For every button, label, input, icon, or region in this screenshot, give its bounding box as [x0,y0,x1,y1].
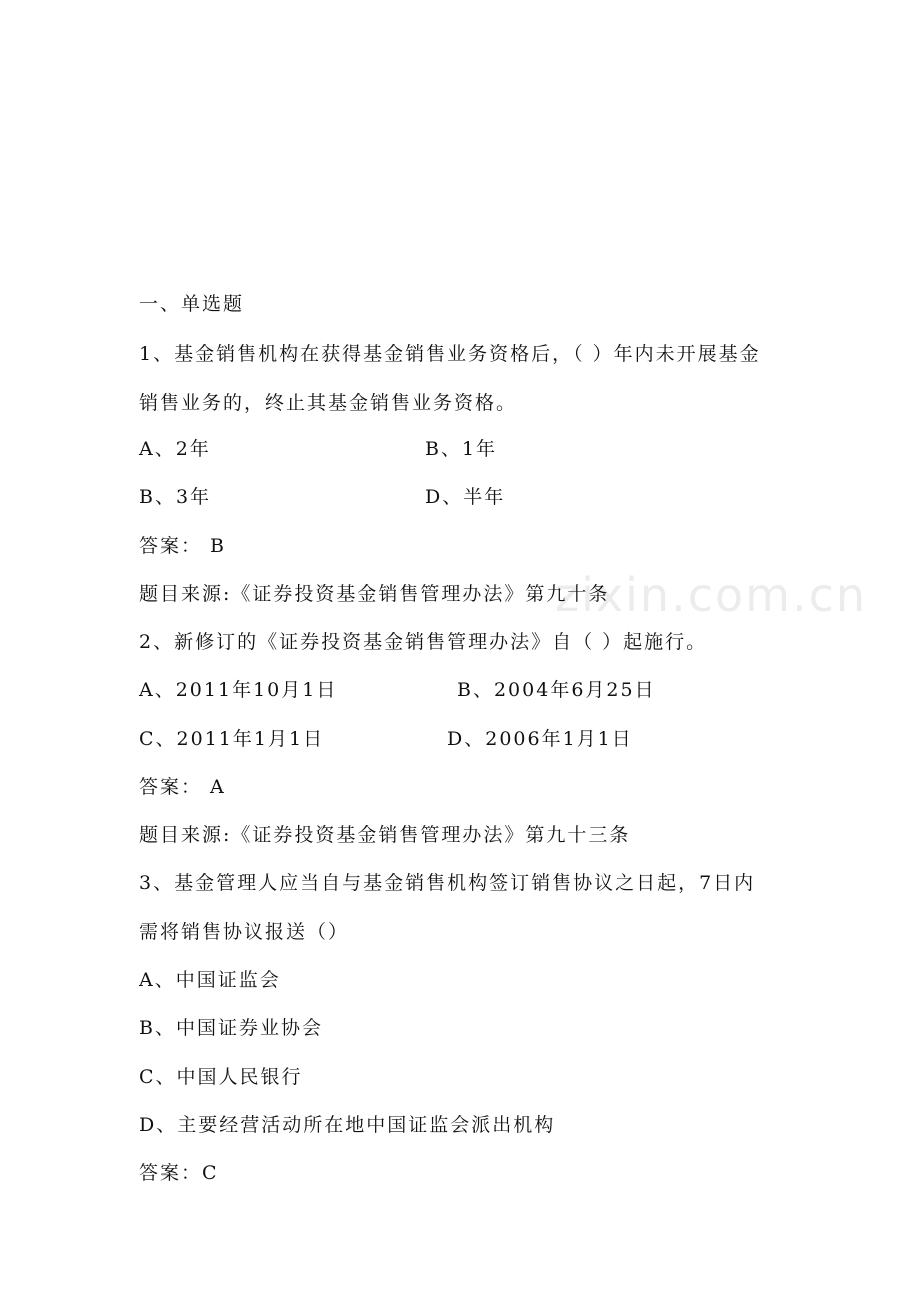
question-1-option-a: A、2年 [139,438,211,460]
question-3-stem-line-1: 3、基金管理人应当自与基金销售机构签订销售协议之日起，7日内 [139,872,756,894]
section-title: 一、单选题 [139,293,245,315]
question-3-option-d: D、主要经营活动所在地中国证监会派出机构 [139,1114,556,1136]
question-2-source: 题目来源:《证券投资基金销售管理办法》第九十三条 [139,824,631,846]
question-2-option-d: D、2006年1月1日 [447,728,633,750]
question-1-stem-line-1: 1、基金销售机构在获得基金销售业务资格后，（ ）年内未开展基金 [139,343,761,365]
question-1-source: 题目来源:《证券投资基金销售管理办法》第九十条 [139,583,610,605]
question-3-option-c: C、中国人民银行 [139,1066,303,1088]
question-1-option-d: D、半年 [425,486,506,508]
question-1-answer: 答案： B [139,535,227,557]
watermark: zixin.com.cn [555,568,868,622]
question-2-option-a: A、2011年10月1日 [139,679,338,701]
question-1-stem-line-2: 销售业务的，终止其基金销售业务资格。 [139,392,518,414]
question-2-answer: 答案： A [139,776,226,798]
question-2-stem-line-1: 2、新修订的《证券投资基金销售管理办法》自（ ）起施行。 [139,631,708,653]
question-3-answer: 答案：C [139,1162,219,1184]
question-2-option-b: B、2004年6月25日 [457,679,656,701]
question-1-option-c: B、3年 [139,486,212,508]
question-3-stem-line-2: 需将销售协议报送（） [139,921,350,943]
question-3-option-a: A、中国证监会 [139,969,281,991]
question-2-option-c: C、2011年1月1日 [139,728,325,750]
question-1-option-b: B、1年 [425,438,498,460]
question-3-option-b: B、中国证券业协会 [139,1017,323,1039]
